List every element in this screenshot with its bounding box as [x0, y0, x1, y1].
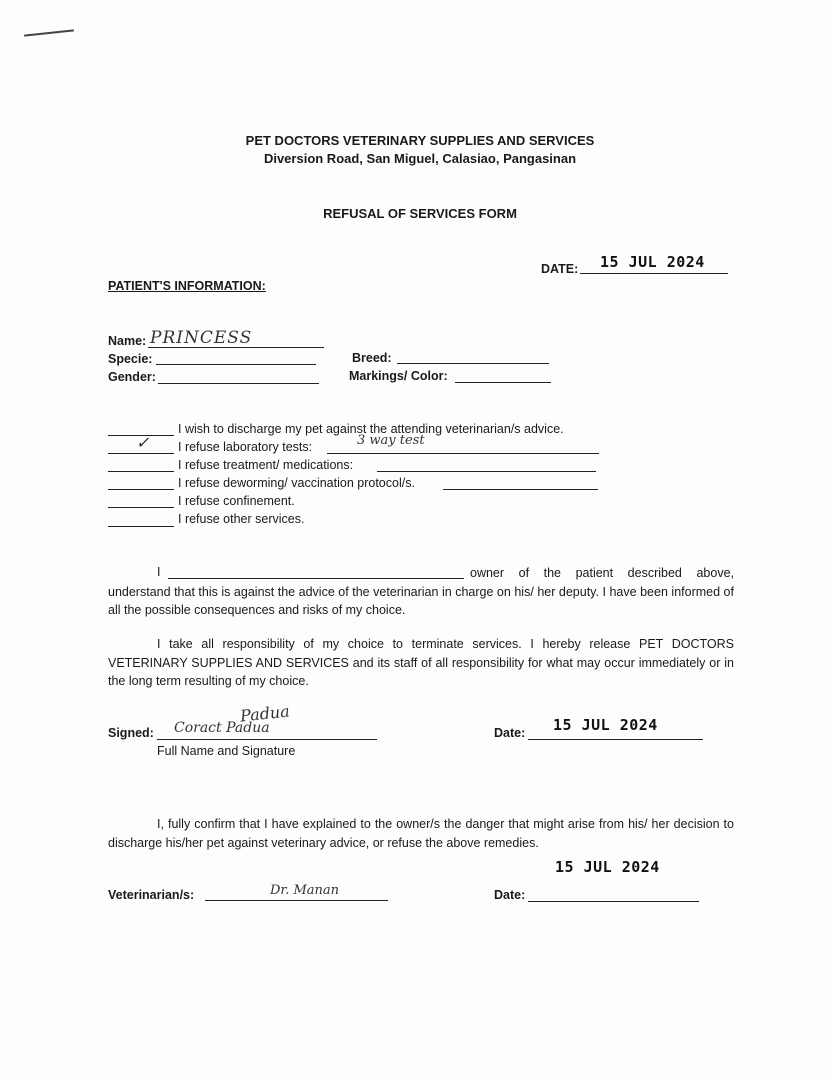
statement-i: I	[157, 565, 161, 579]
date-top-stamp: 15 JUL 2024	[600, 253, 705, 271]
vet-date-label: Date:	[494, 888, 526, 902]
vet-line	[205, 900, 388, 901]
option-blank[interactable]	[108, 526, 174, 527]
signature-caption: Full Name and Signature	[157, 744, 296, 758]
option-text: I refuse deworming/ vaccination protocol/s.	[178, 476, 415, 490]
option-blank[interactable]	[108, 453, 174, 454]
option-blank[interactable]	[108, 507, 174, 508]
date-top-label: DATE:	[541, 262, 579, 276]
option-detail-line	[377, 471, 596, 472]
org-name: PET DOCTORS VETERINARY SUPPLIES AND SERVICES	[245, 133, 595, 148]
option-check: ✓	[136, 433, 150, 452]
vet-date-line	[528, 901, 699, 902]
scan-mark	[24, 29, 74, 36]
org-address: Diversion Road, San Miguel, Calasiao, Pangasinan	[263, 151, 577, 166]
patient-section-title: PATIENT'S INFORMATION:	[108, 279, 266, 293]
vet-label: Veterinarian/s:	[108, 888, 195, 902]
gender-label: Gender:	[108, 370, 156, 384]
owner-date-stamp: 15 JUL 2024	[553, 716, 658, 734]
vet-date-stamp: 15 JUL 2024	[555, 858, 660, 876]
breed-label: Breed:	[352, 351, 392, 365]
form-title: REFUSAL OF SERVICES FORM	[323, 206, 517, 221]
breed-line	[397, 363, 549, 364]
date-top-line	[580, 273, 728, 274]
statement-paragraph-1	[108, 564, 734, 620]
owner-full-name: Coract Padua	[174, 720, 270, 736]
option-text: I refuse other services.	[178, 512, 305, 526]
name-label: Name:	[108, 334, 147, 348]
vet-statement: I, fully confirm that I have explained to the owner/s the danger that might arise from his/ her decision to discharge his/her pet against veterinary advice, or refuse the above remedies.	[108, 817, 734, 850]
owner-date-line	[528, 739, 703, 740]
specie-label: Specie:	[108, 352, 153, 366]
specie-line	[156, 364, 316, 365]
name-value: PRINCESS	[150, 328, 253, 348]
owner-signature: Padua	[239, 701, 291, 726]
statement-paragraph-2: I take all responsibility of my choice to terminate services. I hereby release PET DOCTORS VETERINARY SUPPLIES AND SERVICES and its staff of all responsibility for what may occur immediately or in the long term resulting of my choice.	[108, 637, 734, 688]
option-text: I refuse confinement.	[178, 494, 295, 508]
option-blank[interactable]	[108, 489, 174, 490]
option-blank[interactable]	[108, 471, 174, 472]
statement-p1-text: owner of the patient described above, understand that this is against the advice of the veterinarian in charge on his/ her deputy. I have been informed of all the possible consequences and risks of my choice.	[108, 566, 734, 617]
option-detail-line	[443, 489, 598, 490]
gender-line	[158, 383, 319, 384]
markings-line	[455, 382, 551, 383]
option-detail-line	[327, 453, 599, 454]
option-text: I refuse treatment/ medications:	[178, 458, 354, 472]
signature-line	[157, 739, 377, 740]
signed-label: Signed:	[108, 726, 154, 740]
option-text: I wish to discharge my pet against the attending veterinarian/s advice.	[178, 422, 564, 436]
markings-label: Markings/ Color:	[349, 369, 448, 383]
option-text: I refuse laboratory tests:	[178, 440, 313, 454]
owner-date-label: Date:	[494, 726, 526, 740]
vet-name: Dr. Manan	[270, 883, 340, 898]
option-detail: 3 way test	[357, 433, 425, 448]
